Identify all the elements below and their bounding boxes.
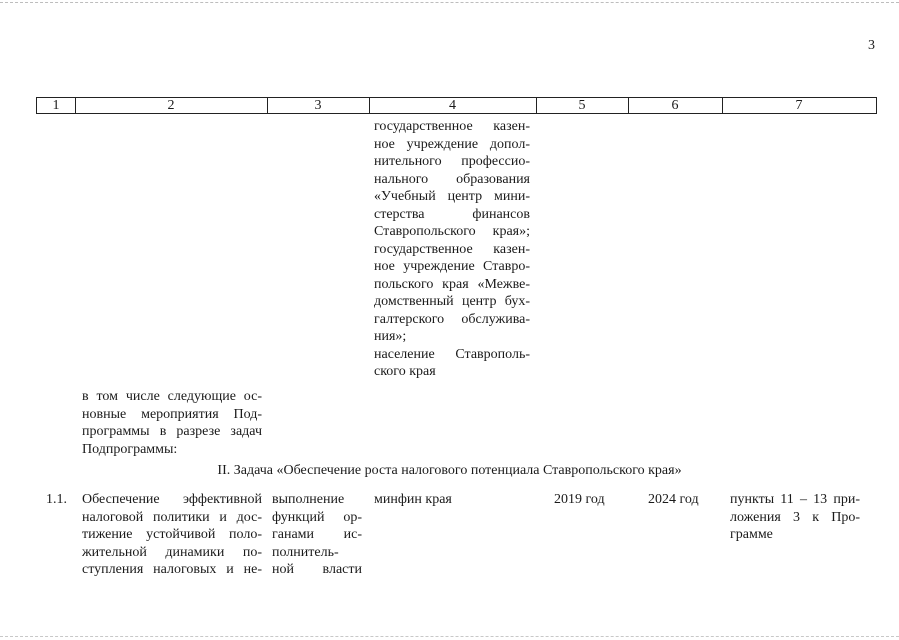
text-line: ное учреждение допол- — [374, 136, 530, 152]
row-indicator-link — [730, 491, 860, 544]
text-line: нительного профессио- — [374, 154, 530, 169]
text-line: полнитель- — [272, 544, 339, 560]
table-header-row — [36, 97, 877, 114]
text-line: ной власти — [272, 562, 362, 577]
header-cell-2: 2 — [167, 98, 175, 113]
text-line: нального образования — [374, 171, 530, 187]
header-cell-7: 7 — [795, 98, 803, 113]
text-line: ганами ис- — [272, 527, 362, 542]
header-cell-3: 3 — [314, 98, 322, 113]
row-end-year: 2024 год — [648, 492, 699, 507]
text-line: пункты 11 – 13 при- — [730, 492, 860, 507]
row-activity-name — [82, 491, 262, 579]
text-line: новные мероприятия Под- — [82, 406, 262, 422]
scan-edge-top — [0, 2, 899, 3]
text-line: «Учебный центр мини- — [374, 189, 530, 204]
continuation-executors — [374, 118, 530, 381]
text-line: ского края — [374, 364, 436, 379]
header-cell-4: 4 — [449, 98, 456, 113]
header-cell-5: 5 — [578, 98, 586, 113]
text-line: ложения 3 к Про- — [730, 509, 860, 525]
text-line: польского края «Межве- — [374, 276, 530, 292]
scan-edge-bottom — [0, 636, 899, 637]
text-line: население Ставрополь- — [374, 346, 530, 362]
header-cell-6: 6 — [671, 98, 679, 113]
text-line: тижение устойчивой поло- — [82, 527, 262, 542]
row-number: 1.1. — [46, 492, 67, 507]
task-heading: II. Задача «Обеспечение роста налогового потенциала Ставропольского края» — [217, 463, 682, 478]
text-line: государственное казен- — [374, 241, 530, 257]
intro-text — [82, 388, 262, 458]
text-line: Обеспечение эффективной — [82, 492, 262, 507]
text-line: жительной динамики по- — [82, 544, 262, 560]
text-line: выполнение — [272, 492, 345, 507]
text-line: ступления налоговых и не- — [82, 562, 262, 577]
text-line: в том числе следующие ос- — [82, 389, 262, 404]
text-line: налоговой политики и дос- — [82, 509, 262, 525]
header-cell-1: 1 — [52, 98, 60, 113]
text-line: функций ор- — [272, 509, 362, 525]
row-executor: минфин края — [374, 492, 452, 507]
text-line: Подпрограммы: — [82, 441, 178, 457]
text-line: домственный центр бух- — [374, 294, 530, 309]
row-start-year: 2019 год — [554, 492, 605, 507]
row-activity-type — [272, 491, 362, 579]
text-line: Ставропольского края»; — [374, 224, 530, 239]
text-line: стерства финансов — [374, 206, 530, 222]
text-line: государственное казен- — [374, 119, 530, 134]
text-line: грамме — [730, 527, 773, 542]
text-line: галтерского обслужива- — [374, 311, 530, 327]
text-line: программы в разрезе задач — [82, 424, 262, 439]
text-line: ния»; — [374, 329, 407, 344]
page-number: 3 — [868, 38, 875, 53]
text-line: ное учреждение Ставро- — [374, 259, 530, 274]
